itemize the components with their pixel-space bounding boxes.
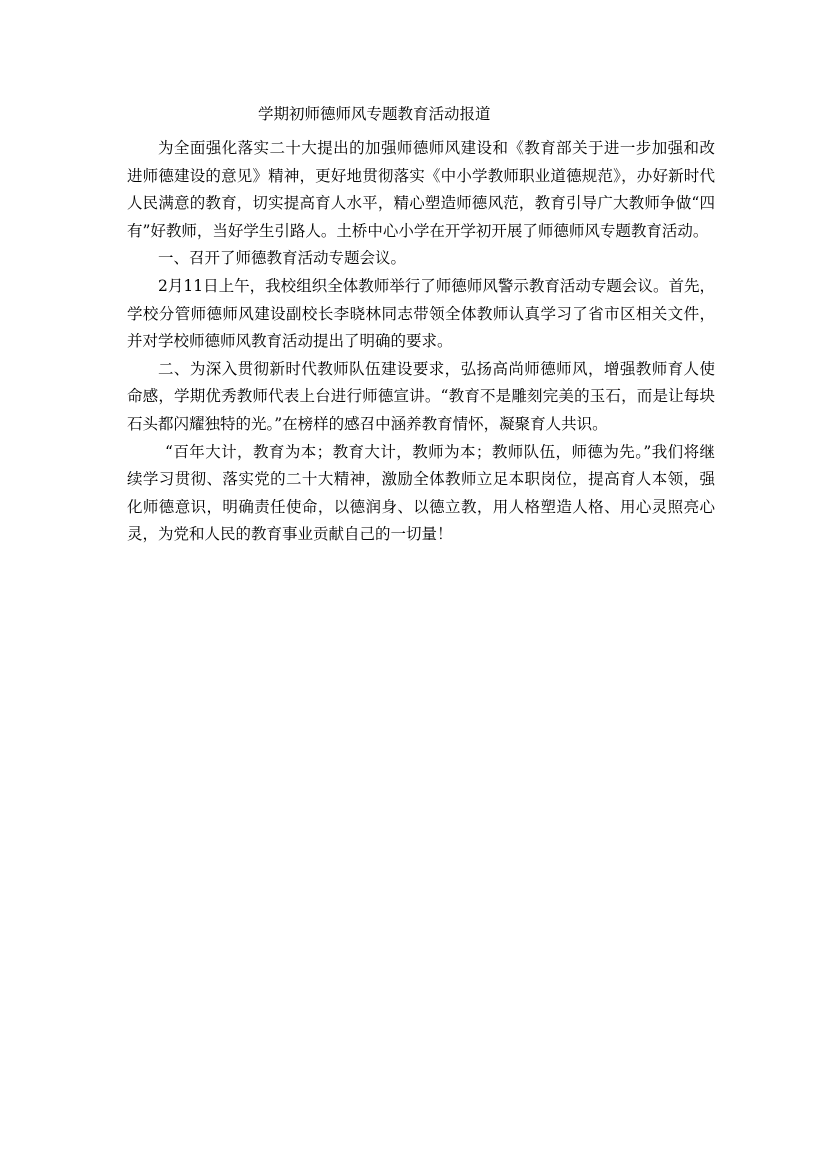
paragraph-intro: 为全面强化落实二十大提出的加强师德师风建设和《教育部关于进一步加强和改进师德建设的意见》精神，更好地贯彻落实《中小学教师职业道德规范》，办好新时代人民满意的教育，切实提高育人水平，精心塑造师德风范，教育引导广大教师争做“四有”好教师，当好学生引路人。土桥中心小学在开学初开展了师德师风专题教育活动。 (127, 139, 715, 240)
document-body (127, 135, 715, 549)
document-title: 学期初师德师风专题教育活动报道 (258, 105, 491, 123)
paragraph-section-two: 二、为深入贯彻新时代教师队伍建设要求，弘扬高尚师德师风，增强教师育人使命感，学期优秀教师代表上台进行师德宣讲。“教育不是雕刻完美的玉石，而是让每块石头都闪耀独特的光。”在榜样的感召中涵养教育情怀，凝聚育人共识。 (127, 359, 715, 433)
paragraph-section-one-heading: 一、召开了师德教育活动专题会议。 (158, 249, 407, 268)
paragraph-conclusion: “百年大计，教育为本；教育大计，教师为本；教师队伍，师德为先。”我们将继续学习贯彻、落实党的二十大精神，激励全体教师立足本职岗位，提高育人本领，强化师德意识，明确责任使命，以德润身、以德立教，用人格塑造人格、用心灵照亮心灵，为党和人民的教育事业贡献自己的一切量！ (127, 442, 715, 544)
paragraph-meeting: 2月11日上午，我校组织全体教师举行了师德师风警示教育活动专题会议。首先，学校分管师德师风建设副校长李晓林同志带领全体教师认真学习了省市区相关文件，并对学校师德师风教育活动提出了明确的要求。 (127, 276, 715, 351)
